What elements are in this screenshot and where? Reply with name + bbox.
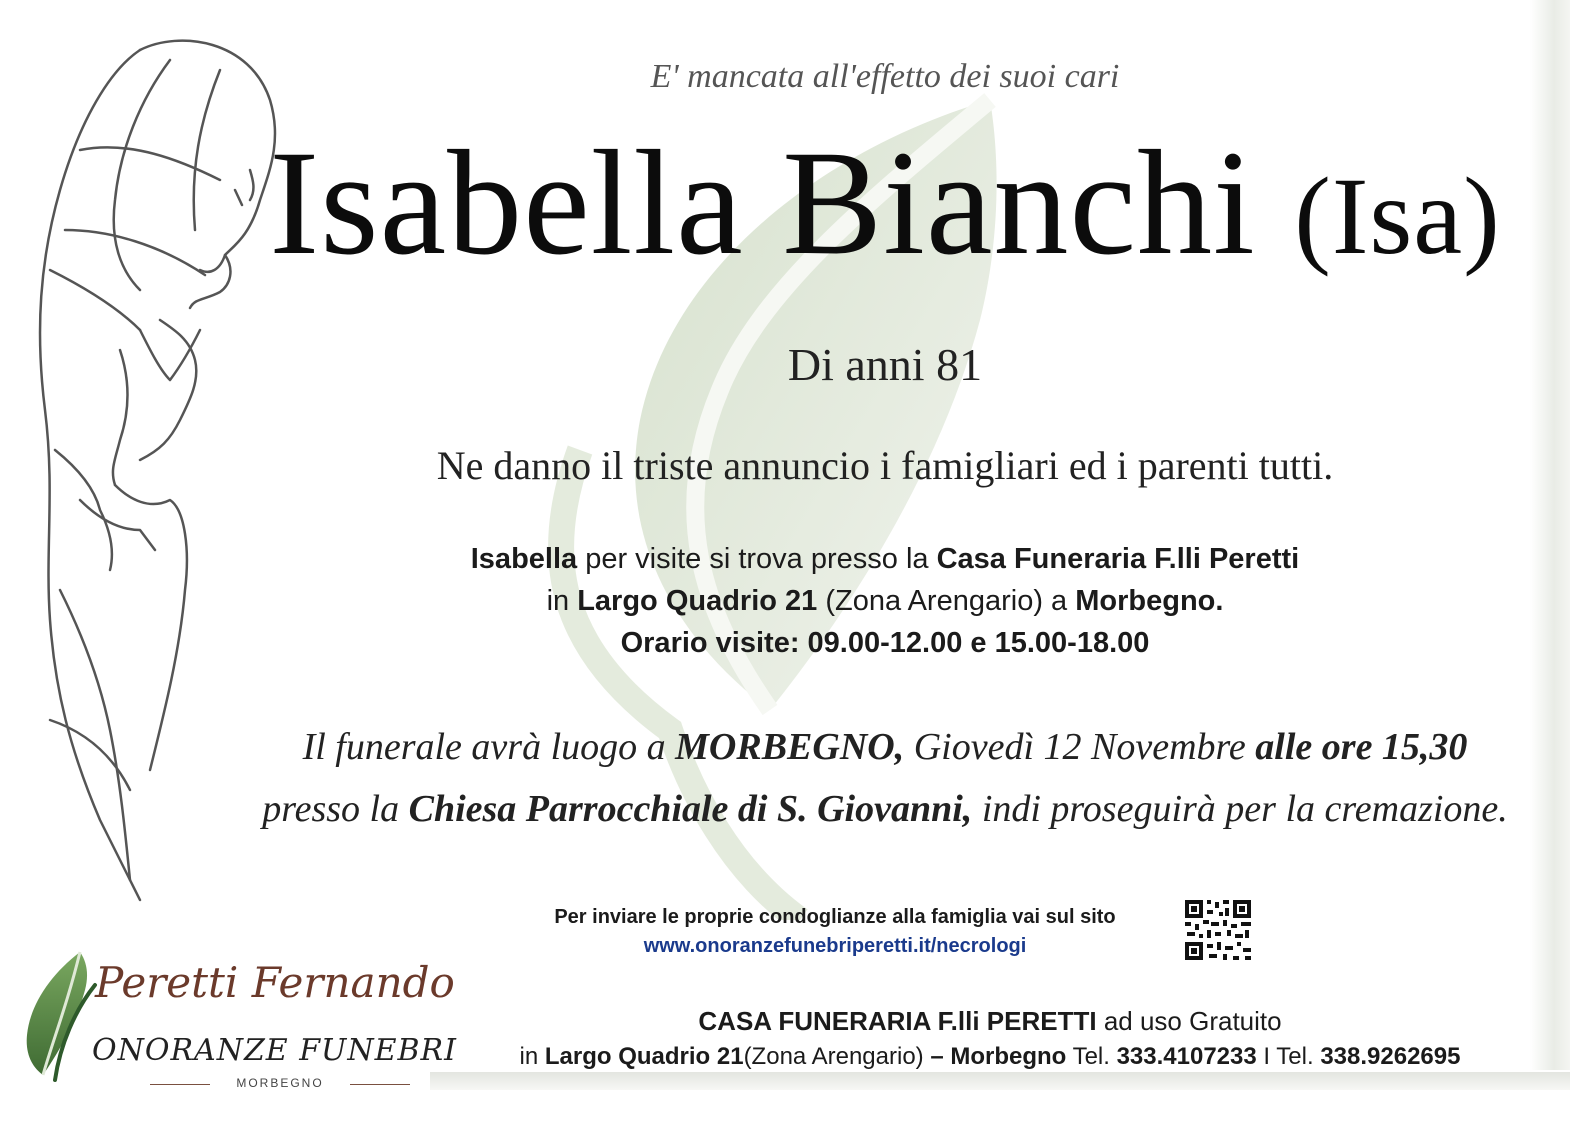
footer-phone-1: 333.4107233 <box>1116 1043 1257 1070</box>
visiting-line-1 <box>240 538 1530 580</box>
funeral-text-3: indi proseguirà per la cremazione. <box>972 788 1508 830</box>
funeral-home-line-1 <box>440 1003 1540 1039</box>
visiting-name: Isabella <box>470 543 578 575</box>
visiting-hours: Orario visite: 09.00-12.00 e 15.00-18.00 <box>620 627 1150 659</box>
age-line: Di anni 81 <box>787 339 983 390</box>
announcement-line: Ne danno il triste annuncio i famigliari ed i parenti tutti. <box>436 443 1334 488</box>
funeral-date: Giovedì 12 Novembre <box>904 726 1256 768</box>
footer-address: Largo Quadrio 21 <box>544 1043 744 1070</box>
visiting-info <box>240 538 1530 664</box>
funeral-line-1 <box>240 716 1530 778</box>
intro-text: E' mancata all'effetto dei suoi cari <box>650 58 1120 95</box>
footer-zone: (Zona Arengario) <box>743 1043 931 1070</box>
logo-subtitle: ONORANZE FUNEBRI <box>92 1033 457 1068</box>
visiting-text: per visite si trova presso la <box>577 543 937 575</box>
visiting-venue: Casa Funeraria F.lli Peretti <box>936 543 1300 575</box>
condolences-text: Per inviare le proprie condoglianze alla famiglia vai sul sito <box>554 906 1116 928</box>
visiting-line-2 <box>240 580 1530 622</box>
visiting-zone: (Zona Arengario) a <box>817 585 1076 617</box>
footer-phone-2: 338.9262695 <box>1320 1043 1461 1070</box>
page-shadow-bottom <box>430 1072 1570 1090</box>
funeral-home-note: ad uso Gratuito <box>1096 1006 1282 1036</box>
funeral-info <box>240 716 1530 840</box>
footer-city: – Morbegno <box>930 1043 1067 1070</box>
deceased-full-name: Isabella Bianchi <box>269 120 1256 286</box>
qr-code[interactable] <box>1183 898 1253 962</box>
visiting-city: Morbegno. <box>1075 585 1224 617</box>
funeral-text-1: Il funerale avrà luogo a <box>302 726 676 768</box>
footer-tel-label-1: Tel. <box>1066 1043 1117 1070</box>
footer-prep: in <box>519 1043 545 1070</box>
page-shadow-right <box>1530 0 1570 1070</box>
deceased-name <box>240 118 1530 301</box>
funeral-city: MORBEGNO, <box>675 726 905 768</box>
logo-script-name: Peretti Fernando <box>95 958 455 1007</box>
condolences-info <box>440 903 1230 961</box>
logo-city: MORBEGNO <box>236 1076 324 1090</box>
funeral-home-name: CASA FUNERARIA F.lli PERETTI <box>698 1006 1097 1036</box>
funeral-text-2: presso la <box>262 788 409 830</box>
footer-tel-label-2: I Tel. <box>1256 1043 1321 1070</box>
visiting-address: Largo Quadrio 21 <box>577 585 818 617</box>
deceased-nickname: (Isa) <box>1294 155 1501 277</box>
visiting-prep: in <box>546 585 578 617</box>
funeral-home-line-2 <box>420 1040 1560 1074</box>
funeral-line-2 <box>240 778 1530 840</box>
visiting-line-3 <box>240 622 1530 664</box>
funeral-time: alle ore 15,30 <box>1255 726 1468 768</box>
condolences-url-link[interactable]: www.onoranzefunebriperetti.it/necrologi <box>643 935 1027 957</box>
funeral-church: Chiesa Parrocchiale di S. Giovanni, <box>408 788 973 830</box>
